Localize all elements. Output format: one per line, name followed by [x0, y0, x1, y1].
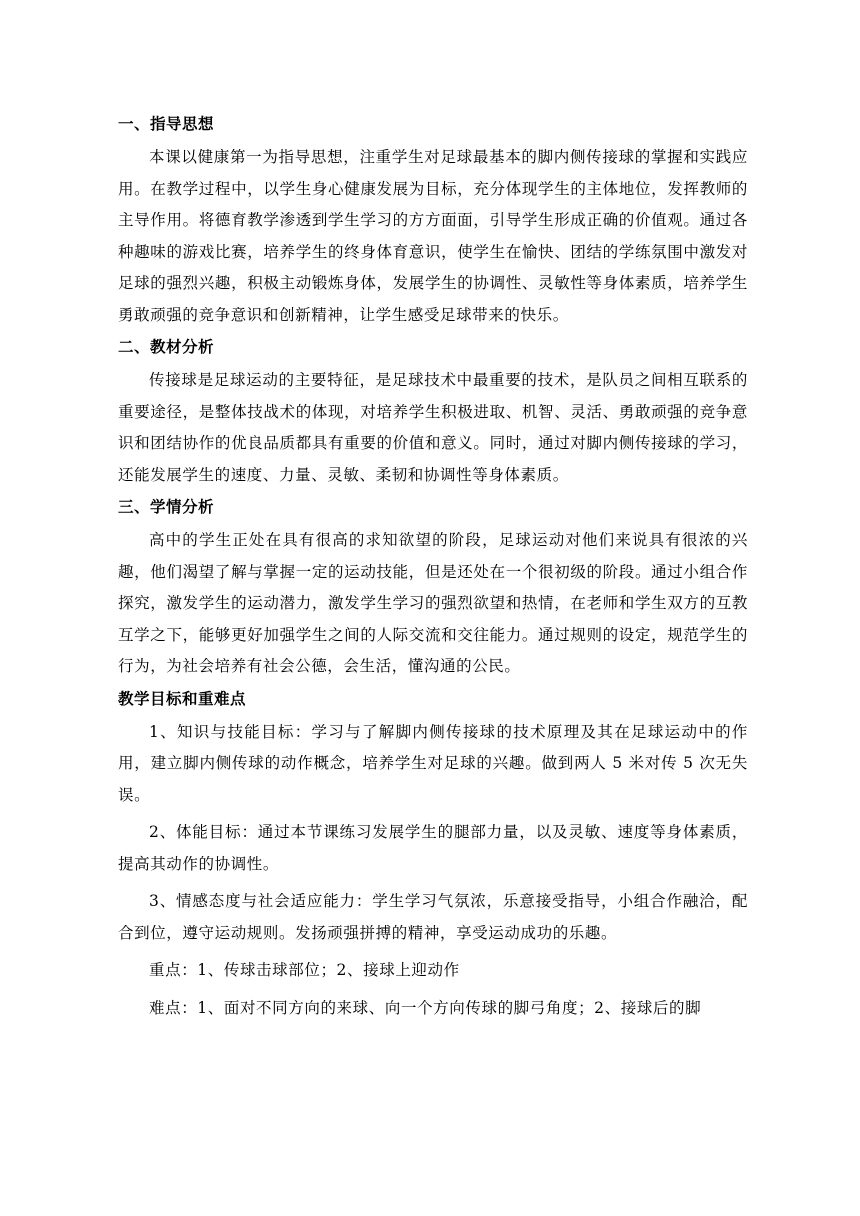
key-points: 重点：1、传球击球部位；2、接球上迎动作: [149, 961, 460, 979]
paragraph-material-analysis: 传接球是足球运动的主要特征，是足球技术中最重要的技术，是队员之间相互联系的重要途径，是整体技战术的体现，对培养学生积极进取、机智、灵活、勇敢顽强的竞争意识和团结协作的优良品质都具有重要的价值和意义。同时，通过对脚内侧传接球的学习，还能发展学生的速度、力量、灵敏、柔韧和协调性等身体素质。: [118, 371, 748, 484]
heading-student-analysis: 三、学情分析: [118, 498, 215, 516]
paragraph-student-analysis: 高中的学生正处在具有很高的求知欲望的阶段，足球运动对他们来说具有很浓的兴趣，他们渴望了解与掌握一定的运动技能，但是还处在一个很初级的阶段。通过小组合作探究，激发学生的运动潜力，激发学生学习的强烈欲望和热情，在老师和学生双方的互教互学之下，能够更好加强学生之间的人际交流和交往能力。通过规则的设定，规范学生的行为，为社会培养有社会公德，会生活，懂沟通的公民。: [118, 531, 748, 675]
heading-guiding-ideology: 一、指导思想: [118, 115, 215, 133]
goal-emotional-attitude: 3、情感态度与社会适应能力：学生学习气氛浓，乐意接受指导，小组合作融洽，配合到位，遵守运动规则。发扬顽强拼搏的精神，享受运动成功的乐趣。: [118, 892, 748, 942]
goal-knowledge-skill: 1、知识与技能目标：学习与了解脚内侧传接球的技术原理及其在足球运动中的作用，建立脚内侧传球的动作概念，培养学生对足球的兴趣。做到两人 5 米对传 5 次无失误。: [118, 722, 748, 804]
heading-goals-and-key-points: 教学目标和重难点: [118, 689, 247, 708]
paragraph-guiding-ideology: 本课以健康第一为指导思想，注重学生对足球最基本的脚内侧传接球的掌握和实践应用。在教学过程中，以学生身心健康发展为目标，充分体现学生的主体地位，发挥教师的主导作用。将德育教学渗透到学生学习的方方面面，引导学生形成正确的价值观。通过各种趣味的游戏比赛，培养学生的终身体育意识，使学生在愉快、团结的学练氛围中激发对足球的强烈兴趣，积极主动锻炼身体，发展学生的协调性、灵敏性等身体素质，培养学生勇敢顽强的竞争意识和创新精神，让学生感受足球带来的快乐。: [118, 148, 748, 324]
goal-physical: 2、体能目标：通过本节课练习发展学生的腿部力量，以及灵敏、速度等身体素质，提高其动作的协调性。: [118, 823, 748, 873]
heading-material-analysis: 二、教材分析: [118, 338, 215, 356]
document-body: [118, 110, 748, 1024]
difficult-points: 难点：1、面对不同方向的来球、向一个方向传球的脚弓角度；2、接球后的脚: [149, 998, 702, 1017]
